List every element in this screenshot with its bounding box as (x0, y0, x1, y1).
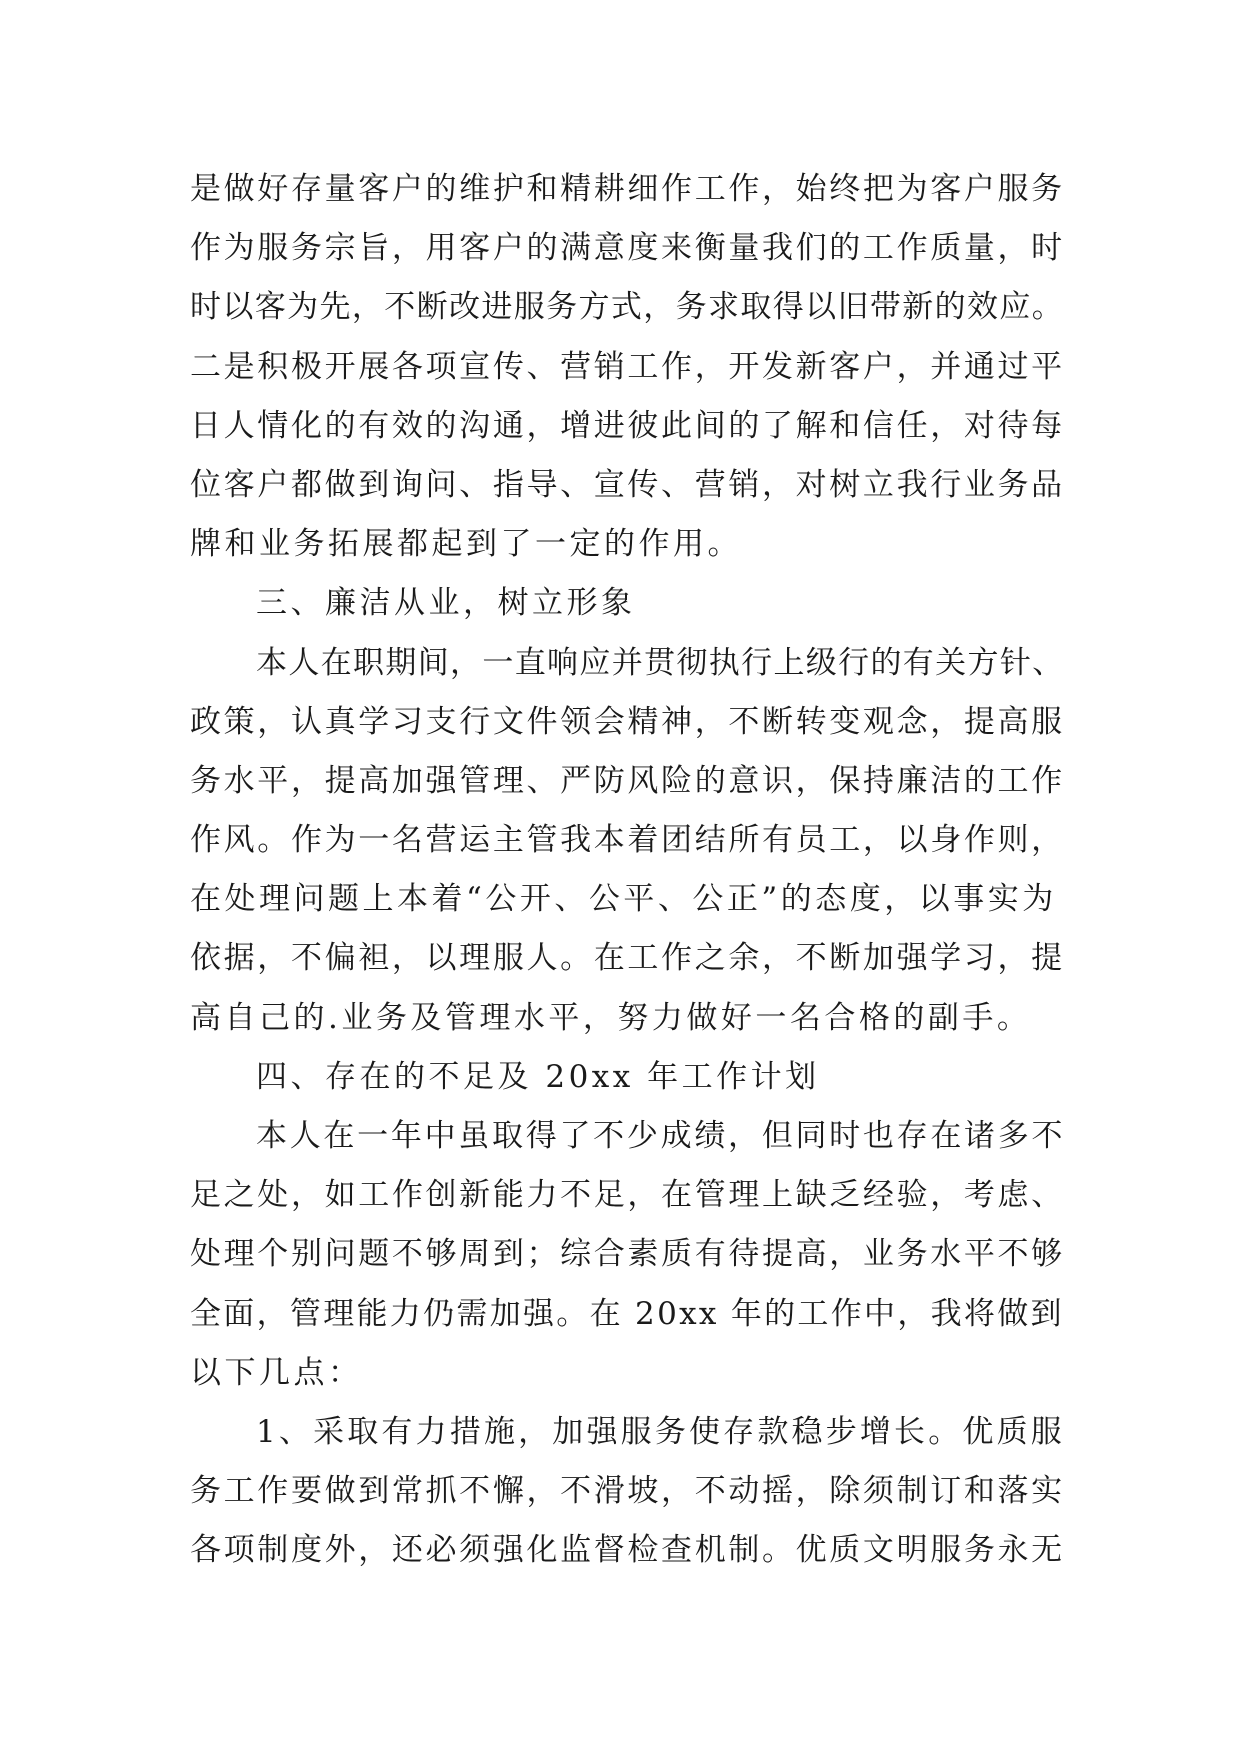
text-line: 处理个别问题不够周到；综合素质有待提高，业务水平不够 (190, 1236, 1065, 1273)
document-body (190, 160, 1070, 1581)
text-line: 时以客为先，不断改进服务方式，务求取得以旧带新的效应。 (190, 289, 1065, 326)
text-line: 高自己的.业务及管理水平，努力做好一名合格的副手。 (190, 999, 1032, 1036)
text-line: 三、廉洁从业，树立形象 (256, 585, 636, 622)
text-line: 二是积极开展各项宣传、营销工作，开发新客户，并通过平 (190, 348, 1065, 385)
text-line: 四、存在的不足及 20xx 年工作计划 (256, 1058, 820, 1095)
text-line: 以下几点： (190, 1354, 363, 1391)
text-line: 务工作要做到常抓不懈，不滑坡，不动摇，除须制订和落实 (190, 1473, 1065, 1510)
text-line: 本人在职期间，一直响应并贯彻执行上级行的有关方针、 (256, 644, 1065, 681)
text-line: 全面，管理能力仍需加强。在 20xx 年的工作中，我将做到 (190, 1295, 1064, 1332)
text-line: 在处理问题上本着“公开、公平、公正”的态度，以事实为 (190, 881, 1057, 918)
text-line: 牌和业务拓展都起到了一定的作用。 (190, 526, 742, 563)
text-line: 作为服务宗旨，用客户的满意度来衡量我们的工作质量，时 (190, 230, 1065, 267)
text-line: 本人在一年中虽取得了不少成绩，但同时也存在诸多不 (256, 1118, 1066, 1154)
text-line: 1、采取有力措施，加强服务使存款稳步增长。优质服 (256, 1413, 1065, 1450)
text-line: 务水平，提高加强管理、严防风险的意识，保持廉洁的工作 (190, 762, 1065, 799)
text-line: 依据，不偏袒，以理服人。在工作之余，不断加强学习，提 (190, 940, 1065, 977)
text-line: 政策，认真学习支行文件领会精神，不断转变观念，提高服 (190, 703, 1065, 740)
text-line: 足之处，如工作创新能力不足，在管理上缺乏经验，考虑、 (190, 1177, 1065, 1214)
text-line: 日人情化的有效的沟通，增进彼此间的了解和信任，对待每 (190, 407, 1065, 444)
text-line: 位客户都做到询问、指导、宣传、营销，对树立我行业务品 (190, 466, 1065, 503)
text-line: 各项制度外，还必须强化监督检查机制。优质文明服务永无 (190, 1532, 1065, 1569)
text-line: 作风。作为一名营运主管我本着团结所有员工，以身作则， (190, 822, 1065, 859)
text-line: 是做好存量客户的维护和精耕细作工作，始终把为客户服务 (190, 171, 1065, 207)
